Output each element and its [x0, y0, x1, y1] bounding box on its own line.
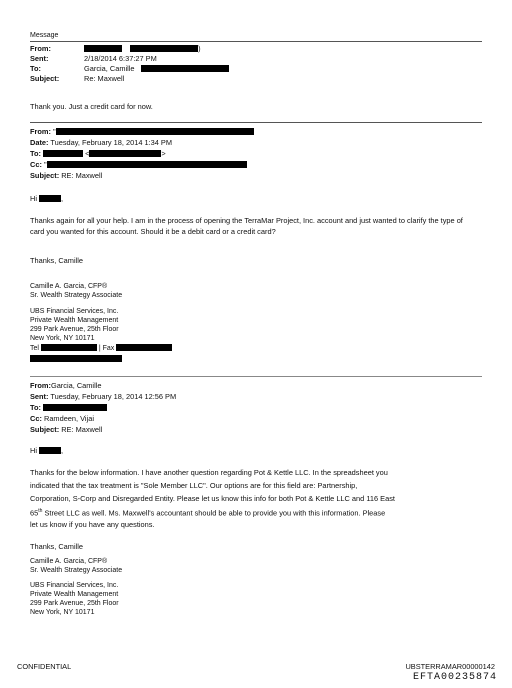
msg3-sig-city: New York, NY 10171 [30, 609, 95, 616]
msg3-subject-row: Subject: RE: Maxwell [30, 425, 103, 434]
redaction [30, 355, 122, 362]
msg2-date-row: Date: Tuesday, February 18, 2014 1:34 PM [30, 138, 173, 147]
msg2-greeting: Hi , [30, 194, 64, 203]
redaction [89, 150, 161, 157]
msg3-body-line-2: indicated that the tax treatment is "Sole Member LLC". Our options are for this field are: Partnership, [30, 481, 358, 490]
divider [30, 122, 482, 123]
msg1-from-value: ) [84, 44, 201, 53]
msg3-sig-title: Sr. Wealth Strategy Associate [30, 567, 123, 574]
msg3-cc-row: Cc: Ramdeen, Vijai [30, 414, 94, 423]
msg2-closing: Thanks, Camille [30, 256, 83, 265]
msg3-sig-address: 299 Park Avenue, 25th Floor [30, 600, 119, 607]
redaction [141, 65, 229, 72]
redaction [43, 150, 83, 157]
redaction [39, 447, 61, 454]
msg2-cc-row: Cc: " [30, 160, 247, 169]
msg3-body-line-1: Thanks for the below information. I have another question regarding Pot & Kettle LLC. In the spreadsheet you [30, 468, 388, 477]
msg3-body-line-3: Corporation, S-Corp and Disregarded Entity. Please let us know this info for both Pot & Kettle LLC and 116 East [30, 494, 395, 503]
redaction [56, 128, 254, 135]
message-header-label: Message [30, 32, 59, 39]
msg1-subject-value: Re: Maxwell [84, 74, 125, 83]
bates-number: EFTA00235874 [412, 672, 497, 683]
msg2-sig-city: New York, NY 10171 [30, 335, 95, 342]
redaction [84, 45, 122, 52]
msg2-sig-name: Camille A. Garcia, CFP® [30, 283, 108, 290]
redaction [130, 45, 198, 52]
msg3-closing: Thanks, Camille [30, 542, 83, 551]
msg3-sent-row: Sent: Tuesday, February 18, 2014 12:56 PM [30, 392, 177, 401]
msg2-sig-tel-row: Tel | Fax [30, 344, 172, 354]
redaction [116, 344, 172, 351]
confidential-label: CONFIDENTIAL [17, 662, 72, 671]
header-divider [30, 41, 482, 42]
msg3-to-row: To: [30, 403, 107, 412]
msg3-sig-division: Private Wealth Management [30, 591, 119, 598]
control-number: UBSTERRAMAR00000142 [405, 662, 495, 671]
msg2-body: Thanks again for all your help. I am in the process of opening the TerraMar Project, Inc. account and just wanted to clarify the type of card you wanted for this account. Should it be a debit card or a credit card? [30, 216, 463, 236]
msg2-sig-title: Sr. Wealth Strategy Associate [30, 292, 123, 299]
msg1-sent-label: Sent: [30, 54, 49, 63]
msg2-subject-row: Subject: RE: Maxwell [30, 171, 103, 180]
msg3-body-line-4: 65th Street LLC as well. Ms. Maxwell's accountant should be able to provide you with this information. Please [30, 508, 386, 518]
divider [30, 376, 482, 377]
redaction [39, 195, 61, 202]
msg1-sent-value: 2/18/2014 6:37:27 PM [84, 54, 157, 63]
msg2-from-row: From: " [30, 127, 254, 136]
msg1-from-label: From: [30, 44, 51, 53]
msg2-to-row: To: < > [30, 149, 166, 158]
msg3-body-line-5: let us know if you have any questions. [30, 520, 155, 529]
msg3-sig-name: Camille A. Garcia, CFP® [30, 558, 108, 565]
msg1-to-value: Garcia, Camille [84, 64, 229, 73]
msg1-to-label: To: [30, 64, 41, 73]
msg2-sig-company: UBS Financial Services, Inc. [30, 308, 119, 315]
redaction [41, 344, 97, 351]
redaction [47, 161, 247, 168]
msg1-subject-label: Subject: [30, 74, 60, 83]
msg2-sig-division: Private Wealth Management [30, 317, 119, 324]
msg1-body: Thank you. Just a credit card for now. [30, 102, 153, 111]
redaction [43, 404, 107, 411]
msg3-greeting: Hi , [30, 446, 64, 455]
msg2-sig-address: 299 Park Avenue, 25th Floor [30, 326, 119, 333]
msg3-sig-company: UBS Financial Services, Inc. [30, 582, 119, 589]
msg3-from-row: From:Garcia, Camille [30, 381, 102, 390]
